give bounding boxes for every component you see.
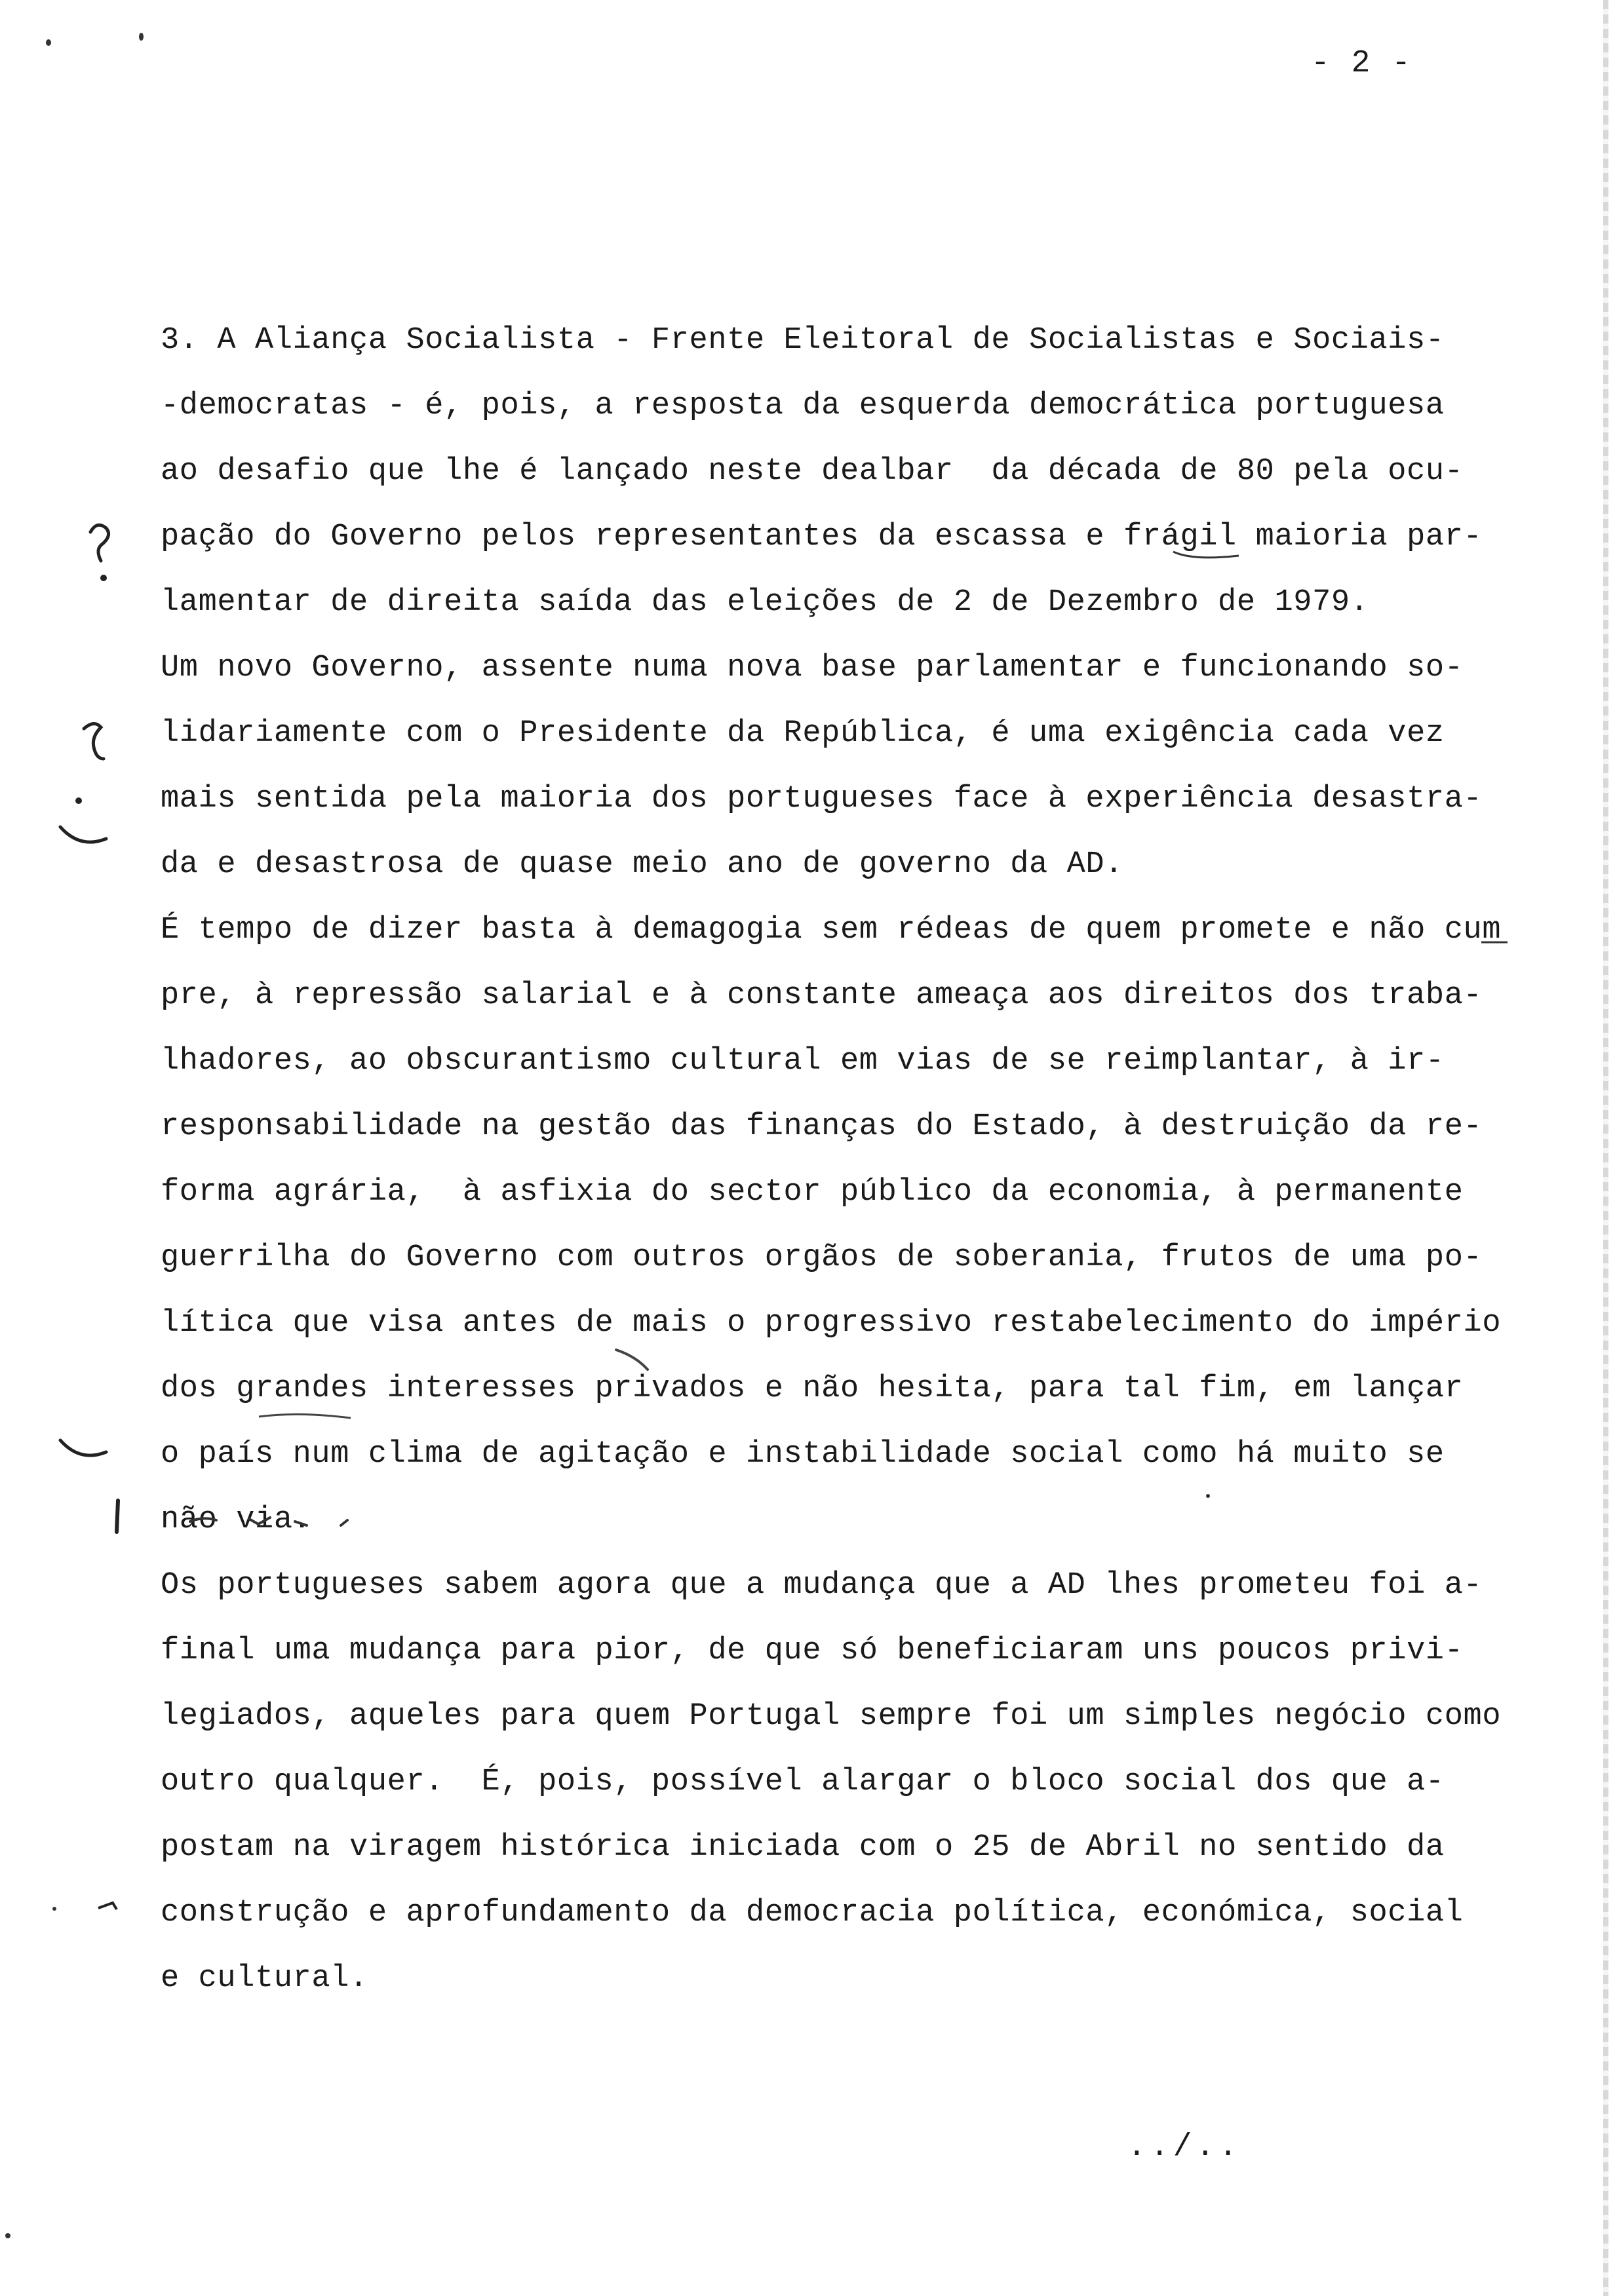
scan-speck	[1206, 1494, 1210, 1498]
underline-grandes	[259, 1414, 351, 1418]
text-line: responsabilidade na gestão das finanças do Estado, à destruição da re-	[161, 1109, 1483, 1144]
text-line: da e desastrosa de quase meio ano de governo da AD.	[161, 847, 1124, 882]
text-line: guerrilha do Governo com outros orgãos de soberania, frutos de uma po-	[161, 1240, 1483, 1275]
margin-dot-1	[100, 575, 107, 581]
text-line: É tempo de dizer basta à demagogia sem rédeas de quem promete e não cum	[161, 913, 1502, 947]
text-line: final uma mudança para pior, de que só beneficiaram uns poucos privi-	[161, 1634, 1464, 1668]
text-line: e cultural.	[161, 1961, 368, 1996]
margin-dash	[98, 1903, 117, 1909]
margin-dot-2	[75, 797, 82, 804]
text-line: pação do Governo pelos representantes da escassa e frágil maioria par-	[161, 520, 1483, 554]
margin-scribble-1	[90, 525, 109, 561]
text-line: 3. A Aliança Socialista - Frente Eleitoral de Socialistas e Sociais-	[161, 323, 1445, 358]
text-line: mais sentida pela maioria dos portugueses face à experiência desastra-	[161, 782, 1483, 816]
text-line: lidariamente com o Presidente da República, é uma exigência cada vez	[161, 716, 1445, 751]
scan-speck	[52, 1907, 56, 1911]
text-line: lítica que visa antes de mais o progressivo restabelecimento do império	[161, 1306, 1502, 1341]
margin-scribble-2	[84, 723, 104, 759]
text-line: Os portugueses sabem agora que a mudança que a AD lhes prometeu foi a-	[161, 1568, 1483, 1603]
text-line: dos grandes interesses privados e não hesita, para tal fim, em lançar	[161, 1371, 1464, 1406]
text-line: não via.	[161, 1502, 312, 1537]
scan-speck	[5, 2233, 10, 2238]
handwritten-arrow	[616, 1350, 648, 1369]
text-line: o país num clima de agitação e instabilidade social como há muito se	[161, 1437, 1445, 1472]
text-line: forma agrária, à asfixia do sector público da economia, à permanente	[161, 1175, 1464, 1210]
text-line: construção e aprofundamento da democracia política, económica, social	[161, 1896, 1464, 1930]
margin-curve-2	[60, 1440, 106, 1455]
text-line: outro qualquer. É, pois, possível alargar o bloco social dos que a-	[161, 1765, 1445, 1799]
text-line: lamentar de direita saída das eleições de 2 de Dezembro de 1979.	[161, 585, 1369, 620]
underline-fragil	[1173, 552, 1239, 558]
scan-speck	[139, 33, 144, 41]
scan-speck	[46, 39, 51, 46]
text-line: ao desafio que lhe é lançado neste dealbar da década de 80 pela ocu-	[161, 454, 1464, 489]
text-line: lhadores, ao obscurantismo cultural em vias de se reimplantar, à ir-	[161, 1044, 1445, 1079]
text-line: pre, à repressão salarial e à constante ameaça aos direitos dos traba-	[161, 978, 1483, 1013]
text-line: Um novo Governo, assente numa nova base parlamentar e funcionando so-	[161, 651, 1464, 685]
margin-stroke	[117, 1501, 118, 1532]
margin-curve-1	[60, 827, 106, 842]
text-line: -democratas - é, pois, a resposta da esquerda democrática portuguesa	[161, 389, 1445, 423]
page-number: - 2 -	[1311, 46, 1412, 81]
text-line: legiados, aqueles para quem Portugal sempre foi um simples negócio como	[161, 1699, 1502, 1734]
text-line: postam na viragem histórica iniciada com o 25 de Abril no sentido da	[161, 1830, 1445, 1865]
continuation-mark: ../..	[1127, 2130, 1242, 2165]
tick-marks-nao-via	[190, 1518, 347, 1525]
